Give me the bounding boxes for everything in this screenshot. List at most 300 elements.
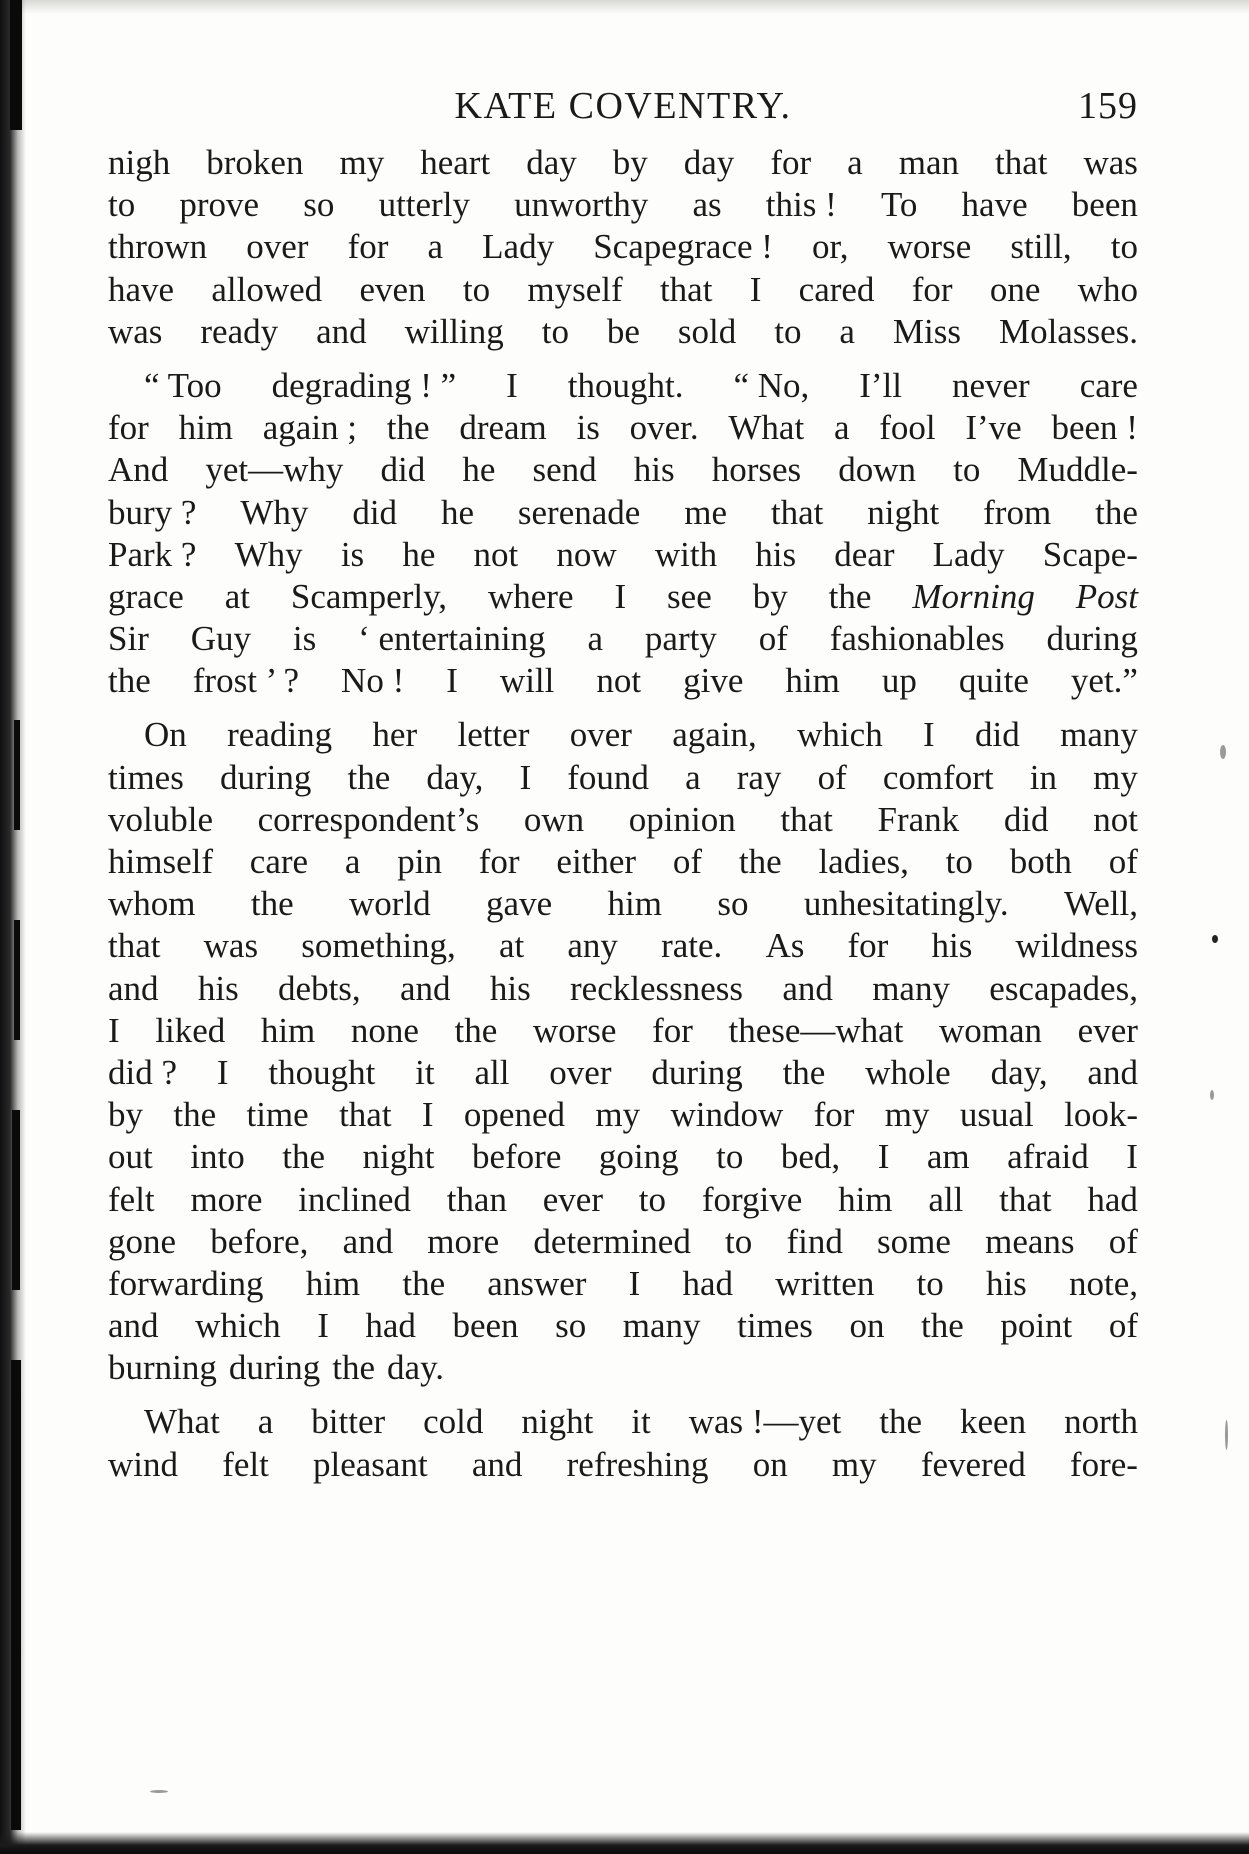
word: recklessness [570,968,744,1008]
word: Park ? [108,534,197,574]
word: to [945,842,973,881]
word: and [471,1444,523,1484]
word: did [380,450,426,490]
text-line [108,1094,1138,1136]
word: not [596,661,642,701]
word: time [246,1095,309,1135]
word: was [108,311,163,351]
word: by [752,576,788,616]
word: “ Too [144,365,222,405]
word: something, [301,926,456,966]
word: so [717,884,749,924]
text-line [108,1010,1138,1052]
word: I [108,1010,120,1050]
word: the [282,1137,325,1177]
text-line [108,1221,1138,1263]
word: Morning [912,576,1035,616]
word: did [352,492,398,532]
word: note, [1068,1263,1138,1303]
word: over [549,1052,612,1092]
word: to [638,1179,667,1219]
word: whole [865,1052,951,1092]
word: I [506,365,518,405]
word: on [752,1444,788,1484]
paragraph [108,714,1138,1389]
word: the [250,884,294,924]
word: ‘ entertaining [358,619,546,659]
word: wind [108,1444,178,1484]
text-line [108,925,1138,967]
word: and [782,968,833,1008]
word: own [523,799,585,839]
word: any [567,926,618,966]
word: that [770,492,824,532]
word: again ; [262,408,358,448]
word: Lady [932,534,1005,574]
word: heart [420,143,491,182]
text-line [108,184,1138,226]
word: worse [887,227,972,267]
word: this ! [765,185,837,225]
running-head [108,76,1138,136]
word: serenade [517,492,641,532]
word: frost ’ ? [192,661,300,701]
text-line [108,269,1138,311]
word: his [755,534,797,574]
word: which [797,715,883,755]
word: many [622,1306,701,1346]
word: send [532,450,597,490]
word: as [692,185,722,225]
word: written [775,1263,875,1303]
word: than [446,1179,507,1219]
word: correspondent’s [257,799,480,839]
word: I [317,1306,329,1346]
word: up [881,661,917,701]
word: that [659,269,713,309]
word: see [667,576,712,616]
word: with [654,534,718,574]
word: be [606,311,640,351]
word: will [499,661,555,701]
word: means [985,1221,1075,1261]
word: No ! [341,661,405,701]
text-line [108,1179,1138,1221]
word: day [683,143,735,182]
word: I [519,757,532,797]
gutter-mark [11,1360,21,1830]
page-top-edge-shadow [0,0,1249,14]
word: a [847,143,863,182]
word: yet.” [1070,661,1138,701]
word: “ No, [733,365,810,405]
word: going [598,1137,679,1177]
word: letter [457,715,530,755]
word: prove [179,185,260,225]
word: for [847,926,889,966]
word: him [178,408,234,448]
word: he [462,450,496,490]
word: to [108,185,136,225]
word: times [108,757,184,797]
word: forgive [701,1179,803,1219]
word: over [569,715,632,755]
word: of [1108,1306,1138,1346]
word: his [985,1263,1027,1303]
word: To [880,185,918,225]
word: the [173,1095,217,1135]
running-title: KATE COVENTRY. [454,85,792,127]
word: ready [200,311,279,351]
word: As [765,926,805,966]
paper-speck [1212,935,1218,943]
word: and [399,968,451,1008]
text-line [108,407,1138,449]
word: and [316,311,367,351]
word: been [1071,185,1138,225]
word: unworthy [514,185,649,225]
word: again, [672,715,757,755]
word: so [555,1306,587,1346]
word: Miss [892,311,961,351]
word: Scapegrace ! [593,227,773,267]
word: afraid [1007,1137,1089,1177]
word: pleasant [313,1444,428,1484]
word: cared [798,269,875,309]
word: him [260,1010,316,1050]
text-line [108,226,1138,268]
word: before, [210,1221,309,1261]
word: during [228,1348,321,1388]
word: ever [1077,1010,1138,1050]
word: opened [463,1095,565,1135]
word: some [877,1221,951,1261]
word: both [1009,842,1072,881]
word: thought. [567,365,684,405]
word: a [839,311,855,351]
word: was !—yet [688,1402,842,1442]
word: yet—why [205,450,344,490]
word: night [362,1137,435,1177]
word: of [817,757,847,797]
word: Why [240,492,309,532]
word: ray [736,757,782,797]
word: woman [939,1010,1043,1050]
word: Post [1075,576,1138,616]
word: ever [542,1179,603,1219]
text-line [108,576,1138,618]
word: me [684,492,727,532]
word: inclined [298,1179,411,1219]
word: and [342,1221,394,1261]
word: night [521,1402,594,1442]
word: and [108,968,159,1008]
word: fevered [920,1444,1026,1484]
word: to [716,1137,744,1177]
word: all [474,1052,510,1092]
word: I’ve [965,408,1022,448]
word: had [1087,1179,1138,1219]
word: many [872,968,950,1008]
text-line [108,714,1138,756]
paragraph [108,365,1138,703]
word: down [838,450,916,490]
word: care [1079,365,1138,405]
word: for [478,842,520,881]
word: day [526,143,577,182]
word: Guy [190,619,251,659]
page-bottom-edge-shadow [0,1832,1249,1854]
word: fool [879,408,936,448]
word: his [931,926,973,966]
word: Lady [482,227,555,267]
word: had [365,1306,416,1346]
word: did [1003,799,1049,839]
word: am [926,1137,970,1177]
word: which [195,1306,281,1346]
text-line [108,660,1138,702]
word: so [303,185,335,225]
word: a [257,1402,274,1442]
word: now [556,534,617,574]
word: him [305,1263,361,1303]
text-line [108,1136,1138,1178]
word: him [607,884,662,924]
text-line [108,492,1138,534]
word: point [1000,1306,1073,1346]
word: during [1046,619,1138,659]
body-text [108,142,1138,1742]
text-line [108,799,1138,841]
word: Molasses. [998,311,1138,351]
word: the [332,1348,376,1388]
word: did ? [108,1052,178,1092]
word: where [488,576,574,616]
word: forwarding [108,1263,264,1303]
paragraph [108,142,1138,353]
word: broken [206,143,304,182]
word: have [961,185,1028,225]
word: that [780,799,833,839]
word: not [1093,799,1138,839]
word: over [246,227,309,267]
word: him [838,1179,893,1219]
word: either [556,842,637,881]
word: my [1093,757,1138,797]
word: it [631,1402,651,1442]
word: Muddle- [1017,450,1138,490]
word: more [427,1221,500,1261]
word: his [489,968,531,1008]
text-line [108,1401,1138,1443]
word: the [738,842,782,881]
word: his [633,450,675,490]
word: allowed [211,269,323,309]
word: of [758,619,788,659]
word: that [108,926,161,966]
word: was [203,926,259,966]
word: world [349,884,431,924]
word: one [989,269,1041,309]
word: on [849,1306,885,1346]
word: felt [222,1444,269,1484]
text-line [108,841,1138,883]
gutter-mark [14,720,20,830]
word: I [628,1263,641,1303]
word: a [587,619,604,659]
word: my [595,1095,641,1135]
word: cold [423,1402,484,1442]
word: grace [108,576,184,616]
word: to [774,311,802,351]
word: the [386,408,430,448]
word: had [682,1263,733,1303]
word: from [983,492,1052,532]
word: these—what [728,1010,904,1050]
word: him [785,661,840,701]
word: before [471,1137,562,1177]
word: at [224,576,250,616]
word: bury ? [108,492,197,532]
word: to [541,311,569,351]
word: find [786,1221,843,1261]
word: to [1110,227,1138,267]
word: at [498,926,525,966]
word: fore- [1069,1444,1138,1484]
page-number: 159 [1078,85,1138,127]
word: the [108,661,151,701]
word: Why [234,534,303,574]
word: over. [629,408,699,448]
word: been [452,1306,519,1346]
word: during [219,757,312,797]
word: is [576,408,600,448]
word: sold [677,311,737,351]
word: thrown [108,227,208,267]
word: bitter [311,1402,386,1442]
word: What [144,1402,220,1442]
word: On [144,715,187,755]
word: unhesitatingly. [803,884,1009,924]
word: felt [108,1179,155,1219]
word: many [1060,715,1138,755]
word: by [108,1095,143,1135]
word: the [454,1010,498,1050]
text-line [108,1263,1138,1305]
word: day, [990,1052,1048,1092]
word: keen [960,1402,1027,1442]
word: fashionables [829,619,1005,659]
word: I [923,715,935,755]
word: found [567,757,649,797]
text-line [108,449,1138,491]
word: myself [527,269,623,309]
word: Sir [108,619,149,659]
word: answer [487,1263,587,1303]
word: wildness [1015,926,1138,966]
word: Scape- [1042,534,1138,574]
word: I [749,269,762,309]
word: a [833,408,850,448]
paper-speck [1225,1420,1228,1450]
text-line [108,883,1138,925]
word: for [652,1010,693,1050]
word: for [911,269,953,309]
word: pin [397,842,442,881]
word: man [898,143,959,182]
binding-gutter-shadow [0,0,26,1854]
word: for [770,143,812,182]
word: who [1077,269,1138,309]
word: that [995,143,1048,182]
word: horses [711,450,802,490]
word: even [359,269,426,309]
word: never [951,365,1030,405]
word: reading [227,715,333,755]
word: out [108,1137,153,1177]
text-line [108,1305,1138,1347]
word: to [725,1221,753,1261]
word: my [339,143,385,182]
word: nigh [108,143,171,182]
word: comfort [882,757,994,797]
word: thought [268,1052,376,1092]
word: is [292,619,317,659]
word: her [372,715,418,755]
word: give [683,661,744,701]
word: rate. [661,926,723,966]
word: burning [108,1348,217,1388]
word: the [782,1052,826,1092]
word: dream [459,408,547,448]
word: or, [812,227,849,267]
word: dear [834,534,895,574]
word: I [216,1052,229,1092]
word: determined [533,1221,691,1261]
word: Well, [1064,884,1138,924]
word: debts, [278,968,361,1008]
word: did [975,715,1020,755]
text-line [108,618,1138,660]
word: during [651,1052,743,1092]
word: all [928,1179,964,1219]
word: been ! [1051,408,1138,448]
word: Frank [877,799,960,839]
word: in [1029,757,1057,797]
word: opinion [628,799,736,839]
word: utterly [378,185,470,225]
word: still, [1010,227,1072,267]
word: ladies, [818,842,909,881]
word: and [1087,1052,1138,1092]
word: bed, [780,1137,841,1177]
word: look- [1064,1095,1138,1135]
word: I [421,1095,434,1135]
word: and [108,1306,159,1346]
gutter-mark [14,920,20,1040]
text-line [108,365,1138,407]
word: whom [108,884,196,924]
text-line [108,1347,1138,1389]
word: is [340,534,365,574]
word: times [737,1306,813,1346]
word: escapades, [989,968,1138,1008]
word: refreshing [566,1444,709,1484]
word: my [884,1095,930,1135]
word: And [108,450,169,490]
word: a [427,227,444,267]
word: I’ll [859,365,903,405]
